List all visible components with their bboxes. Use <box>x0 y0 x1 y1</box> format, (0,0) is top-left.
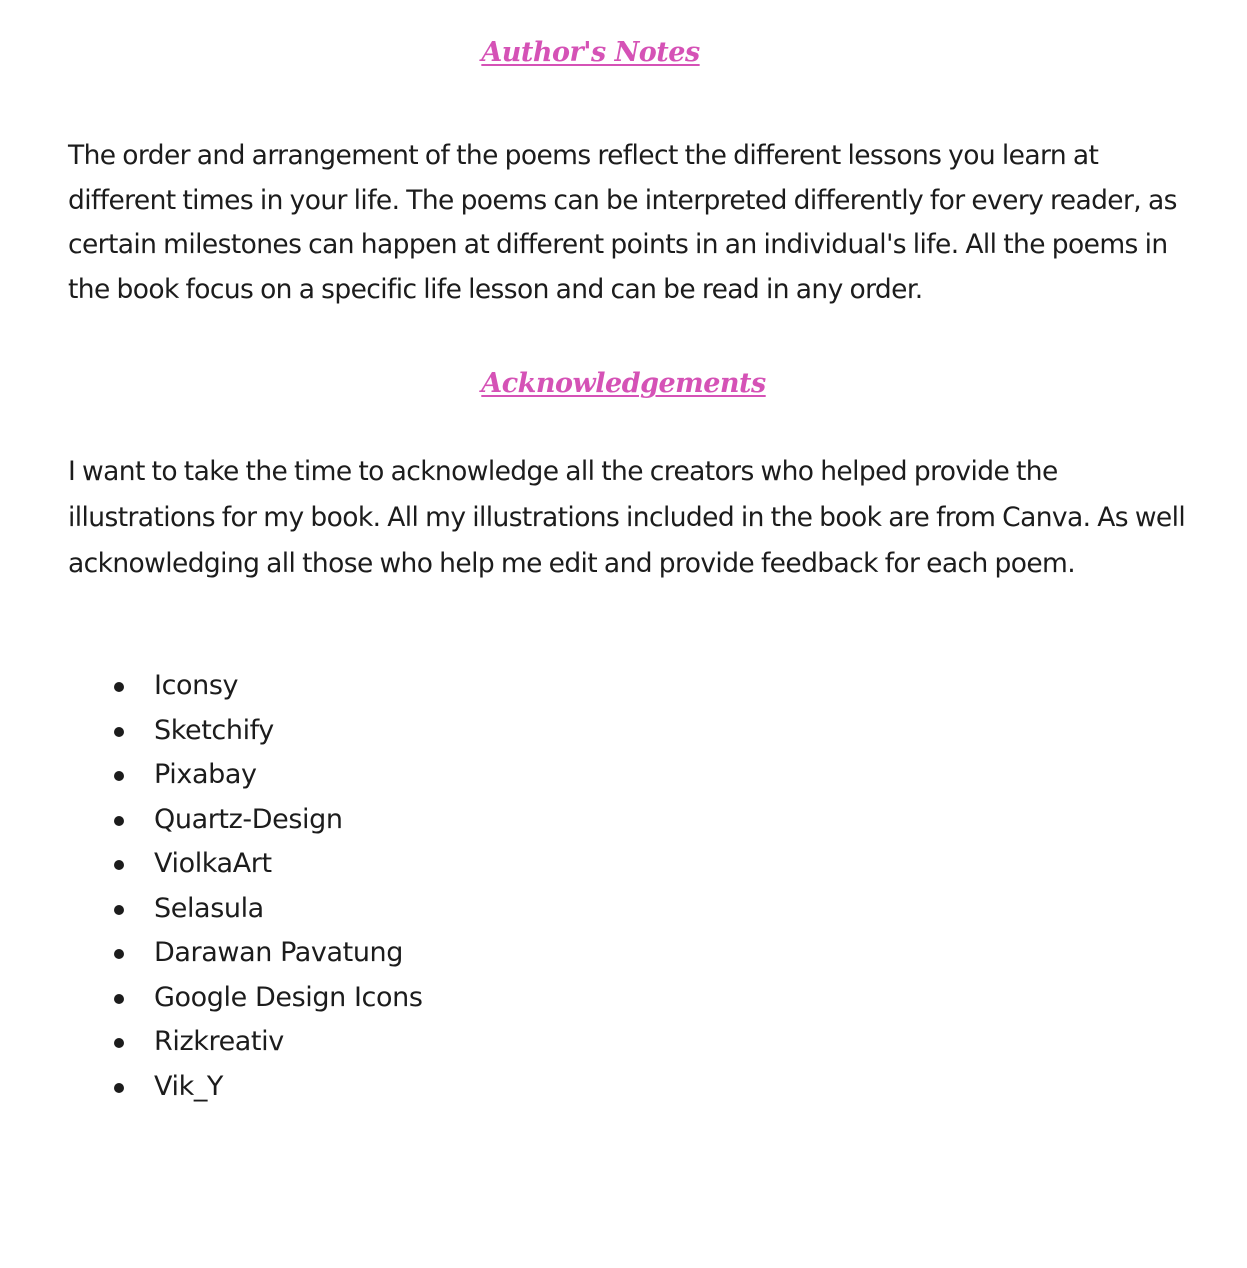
acknowledgements-paragraph: I want to take the time to acknowledge all the creators who helped provide the illustrations for my book. All my illustrations included in the book are from Canva. As well acknowledging all those who help me edit and provide feedback for each poem. <box>68 456 1186 579</box>
credit-name: Selasula <box>154 892 264 924</box>
bullet-icon <box>114 816 124 826</box>
credit-name: Darawan Pavatung <box>154 937 403 968</box>
credit-name: Vik_Y <box>154 1070 224 1102</box>
credit-name: Rizkreativ <box>154 1026 284 1057</box>
bullet-icon <box>114 682 124 692</box>
bullet-icon <box>114 905 124 915</box>
bullet-icon <box>114 771 124 781</box>
authors-notes-heading-text: Author's Notes <box>481 37 700 68</box>
bullet-icon <box>114 994 124 1004</box>
bullet-icon <box>114 1038 124 1048</box>
authors-notes-heading <box>0 33 1247 73</box>
acknowledgements-heading <box>0 364 1247 404</box>
credit-name: ViolkaArt <box>154 848 272 879</box>
acknowledgements-heading-text: Acknowledgements <box>481 368 766 399</box>
bullet-icon <box>114 1083 124 1093</box>
bullet-icon <box>114 727 124 737</box>
authors-notes-paragraph: The order and arrangement of the poems reflect the different lessons you learn at different times in your life. The poems can be interpreted differently for every reader, as certain milestones can happen at different points in an individual's life. All the poems in the book focus on a specific life lesson and can be read in any order. <box>68 140 1177 305</box>
bullet-icon <box>114 949 124 959</box>
credit-name: Google Design Icons <box>154 981 423 1013</box>
bullet-icon <box>114 860 124 870</box>
credit-name: Sketchify <box>154 714 274 746</box>
credit-name: Quartz-Design <box>154 803 343 835</box>
credit-name: Iconsy <box>154 670 239 701</box>
credit-name: Pixabay <box>154 759 257 790</box>
